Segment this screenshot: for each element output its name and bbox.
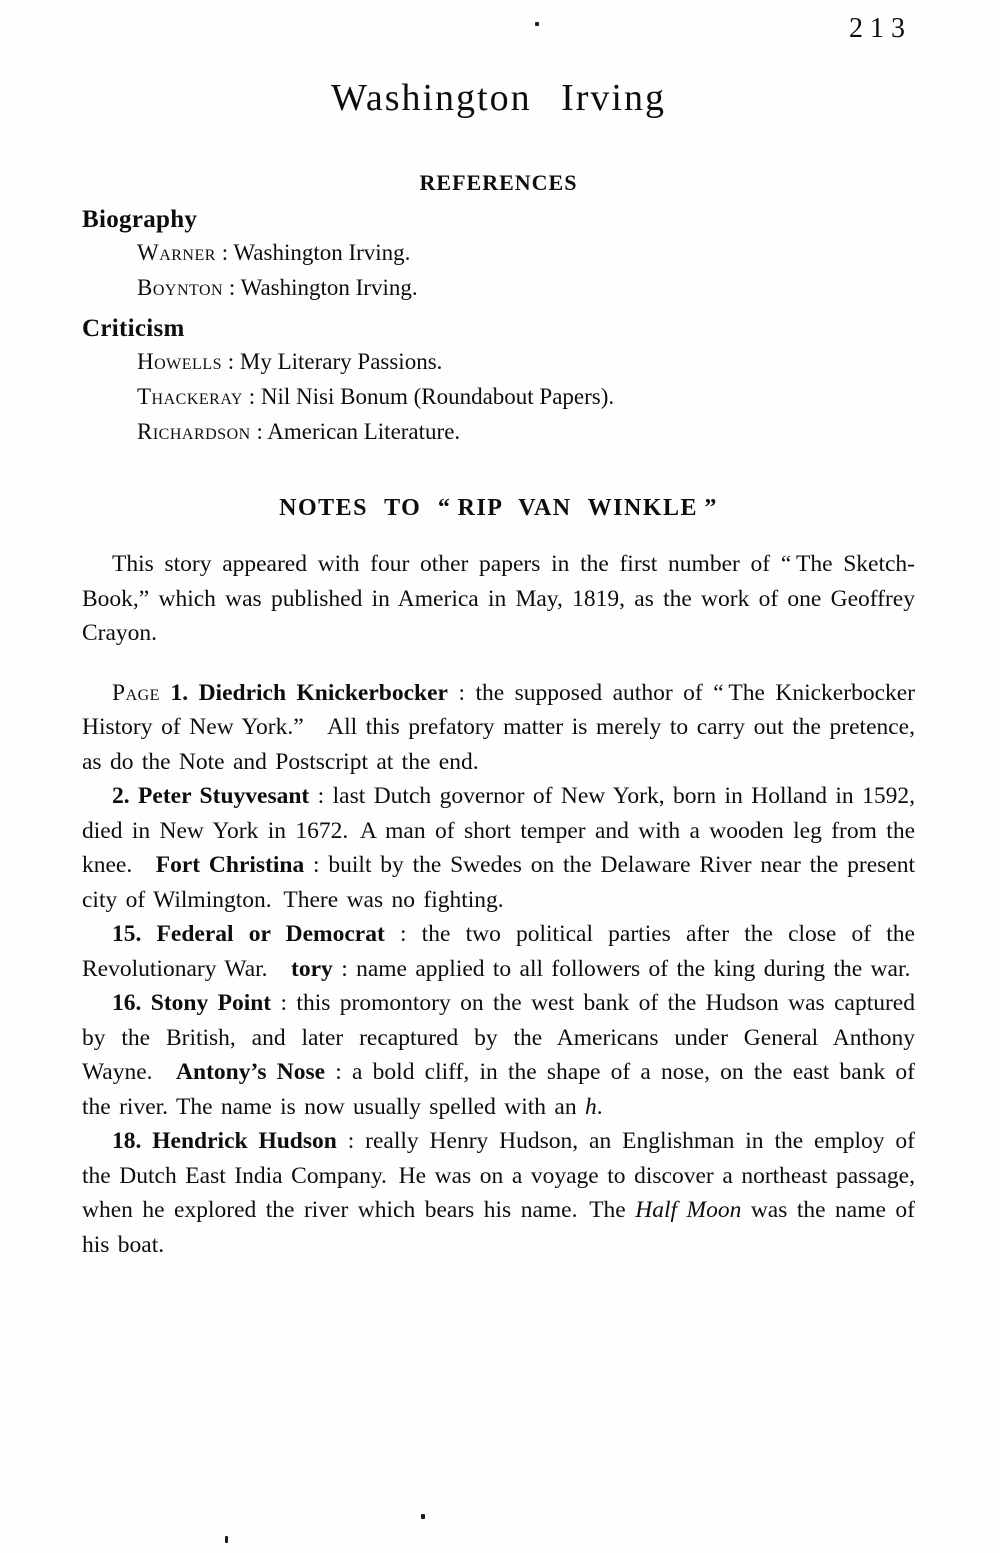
- ink-speck: [421, 1514, 425, 1519]
- reference-entry-howells: Howells : My Literary Passions.: [137, 349, 443, 374]
- note-paragraph-2: 2. Peter Stuyvesant : last Dutch governor of New York, born in Holland in 1592, died in New York in 1672. A man of short temper and with a wooden leg from the knee. Fort Christina : built by the Swedes on the Delaware River near the present city of Wilmington. There was no fighting.: [82, 783, 915, 913]
- reference-entry-thackeray: Thackeray : Nil Nisi Bonum (Roundabout Papers).: [137, 384, 615, 409]
- notes-heading: NOTES TO “ RIP VAN WINKLE ”: [279, 495, 718, 521]
- page-number: 213: [849, 13, 912, 44]
- intro-paragraph: This story appeared with four other papers in the first number of “ The Sketch-Book,” which was published in America in May, 1819, as the work of one Geoffrey Crayon.: [82, 551, 915, 646]
- note-paragraph-16: 16. Stony Point : this promontory on the west bank of the Hudson was captured by the British, and later recaptured by the Americans under General Anthony Wayne. Antony’s Nose : a bold cliff, in the shape of a nose, on the east bank of the river. The name is now usually spelled with an h.: [82, 990, 915, 1120]
- ink-speck: [225, 1536, 228, 1543]
- running-title: Washington Irving: [331, 77, 666, 119]
- section-heading-criticism: Criticism: [82, 315, 185, 342]
- reference-entry-boynton: Boynton : Washington Irving.: [137, 275, 418, 300]
- page-header: [82, 0, 915, 124]
- reference-entry-warner: Warner : Washington Irving.: [137, 240, 411, 265]
- note-paragraph-page-1: Page 1. Diedrich Knickerbocker : the supposed author of “ The Knickerbocker History of New York.” All this prefatory matter is merely to carry out the pretence, as do the Note and Postscript at the end.: [82, 679, 916, 775]
- section-heading-biography: Biography: [82, 206, 198, 233]
- note-paragraph-15: 15. Federal or Democrat : the two political parties after the close of the Revolutionary War. tory : name applied to all followers of the king during the war.: [82, 921, 915, 982]
- references-heading: REFERENCES: [419, 170, 578, 195]
- note-paragraph-18: 18. Hendrick Hudson : really Henry Hudson, an Englishman in the employ of the Dutch East India Company. He was on a voyage to discover a northeast passage, when he explored the river which bears his name. The Half Moon was the name of his boat.: [82, 1128, 915, 1258]
- reference-entry-richardson: Richardson : American Literature.: [137, 419, 461, 444]
